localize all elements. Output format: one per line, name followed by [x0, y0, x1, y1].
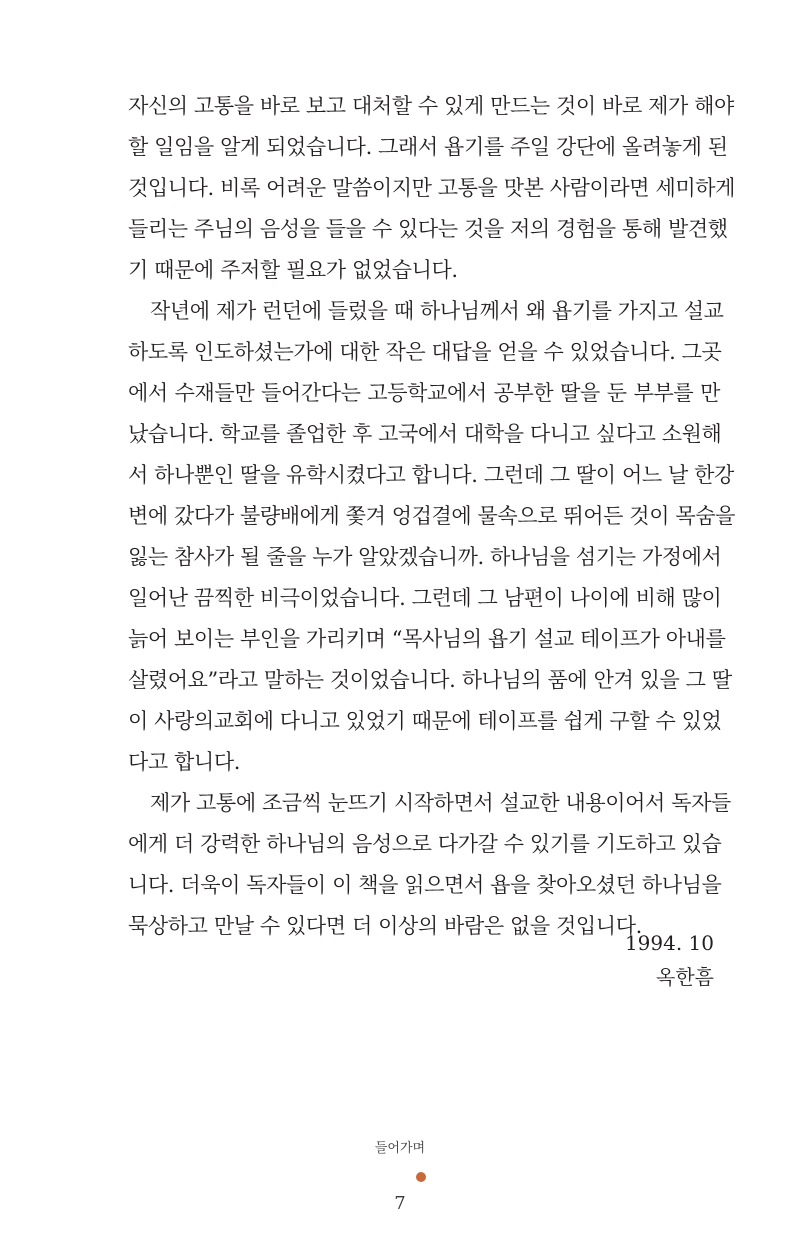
text-line: 제가 고통에 조금씩 눈뜨기 시작하면서 설교한 내용이어서 독자들 [150, 791, 731, 815]
signature-author: 옥한흠 [656, 965, 714, 989]
text-line: 에서 수재들만 들어간다는 고등학교에서 공부한 딸을 둔 부부를 만 [128, 381, 720, 405]
text-line: 하도록 인도하셨는가에 대한 작은 대답을 얻을 수 있었습니다. 그곳 [128, 340, 722, 364]
text-line: 늙어 보이는 부인을 가리키며 “목사님의 욥기 설교 테이프가 아내를 [128, 627, 726, 651]
text-line: 묵상하고 만날 수 있다면 더 이상의 바람은 없을 것입니다. [128, 914, 642, 938]
text-line: 이 사랑의교회에 다니고 있었기 때문에 테이프를 쉽게 구할 수 있었 [128, 709, 722, 733]
paragraph-2 [128, 291, 736, 783]
paragraph-1 [128, 86, 736, 291]
text-line: 자신의 고통을 바로 보고 대처할 수 있게 만드는 것이 바로 제가 해야 [128, 94, 734, 118]
footer-dot-ornament [416, 1172, 426, 1182]
text-line: 들리는 주님의 음성을 들을 수 있다는 것을 저의 경험을 통해 발견했 [128, 217, 728, 241]
body-text [128, 86, 736, 947]
text-line: 일어난 끔찍한 비극이었습니다. 그런데 그 남편이 나이에 비해 많이 [128, 586, 722, 610]
text-line: 작년에 제가 런던에 들렀을 때 하나님께서 왜 욥기를 가지고 설교 [150, 299, 724, 323]
running-footer-title: 들어가며 [374, 1141, 426, 1156]
page-number: 7 [394, 1193, 406, 1214]
text-line: 변에 갔다가 불량배에게 쫓겨 엉겁결에 물속으로 뛰어든 것이 목숨을 [128, 504, 736, 528]
signature-date: 1994. 10 [624, 931, 714, 955]
paragraph-3 [128, 783, 731, 947]
text-line: 기 때문에 주저할 필요가 없었습니다. [128, 258, 458, 282]
text-line: 것입니다. 비록 어려운 말씀이지만 고통을 맛본 사람이라면 세미하게 [128, 176, 736, 200]
text-line: 다고 합니다. [128, 750, 240, 774]
text-line: 할 일임을 알게 되었습니다. 그래서 욥기를 주일 강단에 올려놓게 된 [128, 135, 728, 159]
text-line: 살렸어요”라고 말하는 것이었습니다. 하나님의 품에 안겨 있을 그 딸 [128, 668, 732, 692]
text-line: 니다. 더욱이 독자들이 이 책을 읽으면서 욥을 찾아오셨던 하나님을 [128, 873, 722, 897]
text-line: 잃는 참사가 될 줄을 누가 알았겠습니까. 하나님을 섬기는 가정에서 [128, 545, 722, 569]
text-line: 에게 더 강력한 하나님의 음성으로 다가갈 수 있기를 기도하고 있습 [128, 832, 722, 856]
text-line: 서 하나뿐인 딸을 유학시켰다고 합니다. 그런데 그 딸이 어느 날 한강 [128, 463, 734, 487]
text-line: 났습니다. 학교를 졸업한 후 고국에서 대학을 다니고 싶다고 소원해 [128, 422, 722, 446]
